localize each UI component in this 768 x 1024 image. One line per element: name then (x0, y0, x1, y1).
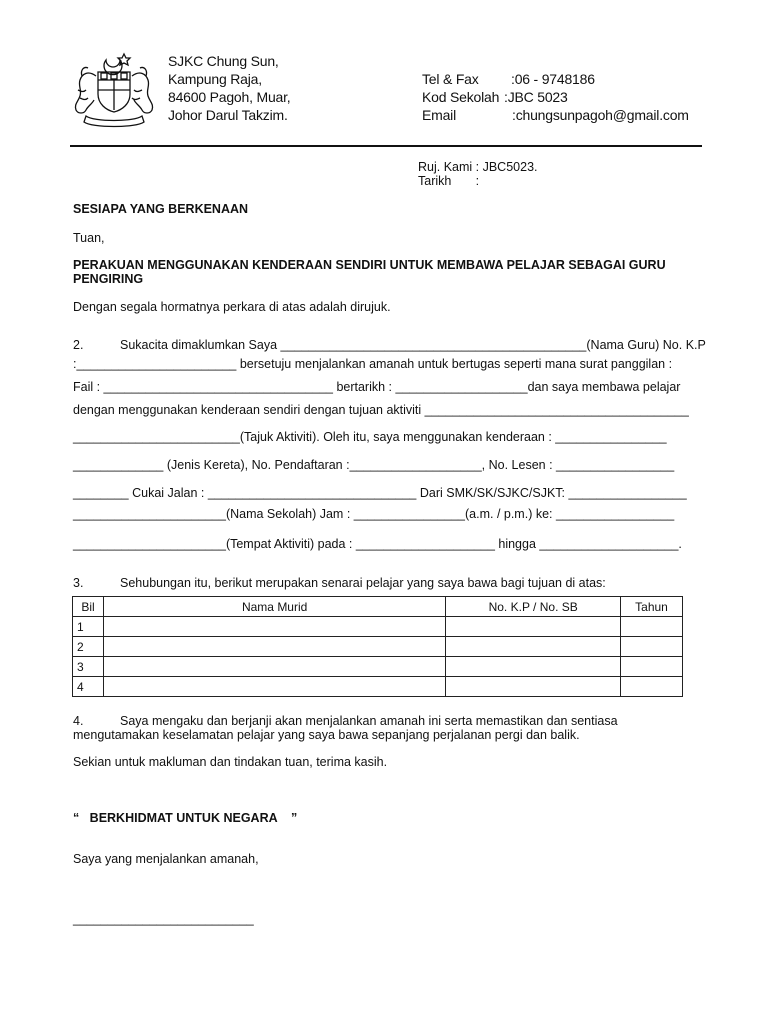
reference-ruj: Ruj. Kami : JBC5023. (418, 160, 538, 174)
contact-label-email: Email (422, 107, 457, 123)
reference-tarikh: Tarikh : (418, 174, 480, 188)
contact-value-kod: :JBC 5023 (504, 89, 568, 105)
cell-bil: 3 (73, 657, 104, 677)
table-row (73, 617, 683, 637)
opening-paragraph: Dengan segala hormatnya perkara di atas adalah dirujuk. (73, 300, 391, 314)
contact-value-email: :chungsunpagoh@gmail.com (512, 107, 689, 123)
col-header-tahun: Tahun (621, 597, 683, 617)
cell-bil: 4 (73, 677, 104, 697)
motto: “ BERKHIDMAT UNTUK NEGARA ” (73, 811, 298, 825)
school-name: SJKC Chung Sun, (168, 53, 279, 69)
subject-line-1: PERAKUAN MENGGUNAKAN KENDERAAN SENDIRI UNTUK MEMBAWA PELAJAR SEBAGAI GURU (73, 258, 666, 272)
para2-number: 2. (73, 338, 84, 352)
para2-line: _____________ (Jenis Kereta), No. Pendaftaran :___________________, No. Lesen : _________________ (73, 458, 675, 472)
para2-line: ______________________(Tempat Aktiviti) pada : ____________________ hingga ____________________. (73, 537, 682, 551)
cell-bil: 1 (73, 617, 104, 637)
para4-number: 4. (73, 714, 84, 728)
cell-tahun[interactable] (621, 617, 683, 637)
para2-line: :_______________________ bersetuju menjalankan amanah untuk bertugas seperti mana surat panggilan : (73, 357, 673, 371)
coat-of-arms-icon (70, 46, 158, 134)
school-address-line: 84600 Pagoh, Muar, (168, 89, 291, 105)
col-header-kp: No. K.P / No. SB (446, 597, 621, 617)
contact-label-tel: Tel & Fax (422, 71, 479, 87)
cell-nama[interactable] (103, 657, 445, 677)
cell-kp[interactable] (446, 657, 621, 677)
cell-nama[interactable] (103, 677, 445, 697)
col-header-bil: Bil (73, 597, 104, 617)
para2-line: Fail : _________________________________ bertarikh : ___________________dan saya membawa pelajar (73, 380, 681, 394)
para4-line-1: Saya mengaku dan berjanji akan menjalankan amanah ini serta memastikan dan sentiasa (120, 714, 618, 728)
table-row (73, 657, 683, 677)
student-table (72, 596, 683, 697)
salutation: Tuan, (73, 231, 105, 245)
para4-line-2: mengutamakan keselamatan pelajar yang saya bawa sepanjang perjalanan pergi dan balik. (73, 728, 580, 742)
signature-line[interactable]: __________________________ (73, 912, 254, 926)
table-row (73, 637, 683, 657)
recipient: SESIAPA YANG BERKENAAN (73, 202, 249, 216)
table-header-row (73, 597, 683, 617)
cell-bil: 2 (73, 637, 104, 657)
para2-line: ______________________(Nama Sekolah) Jam : ________________(a.m. / p.m.) ke: _________________ (73, 507, 675, 521)
cell-kp[interactable] (446, 617, 621, 637)
para2-line: dengan menggunakan kenderaan sendiri dengan tujuan aktiviti ______________________________________ (73, 403, 689, 417)
para2-line: ________ Cukai Jalan : ______________________________ Dari SMK/SK/SJKC/SJKT: _________________ (73, 486, 687, 500)
cell-tahun[interactable] (621, 637, 683, 657)
contact-label-kod: Kod Sekolah (422, 89, 500, 105)
para2-line: Sukacita dimaklumkan Saya ____________________________________________(Nama Guru) No. K.P (120, 338, 706, 352)
closing-sentence: Sekian untuk makluman dan tindakan tuan, terima kasih. (73, 755, 388, 769)
school-address-line: Kampung Raja, (168, 71, 262, 87)
para2-line: ________________________(Tajuk Aktiviti). Oleh itu, saya menggunakan kenderaan : ________________ (73, 430, 667, 444)
para3-number: 3. (73, 576, 84, 590)
contact-value-tel: :06 - 9748186 (511, 71, 595, 87)
cell-nama[interactable] (103, 617, 445, 637)
subject-line-2: PENGIRING (73, 272, 144, 286)
cell-tahun[interactable] (621, 657, 683, 677)
cell-kp[interactable] (446, 677, 621, 697)
signoff: Saya yang menjalankan amanah, (73, 852, 259, 866)
school-address-line: Johor Darul Takzim. (168, 107, 288, 123)
col-header-nama: Nama Murid (103, 597, 445, 617)
cell-kp[interactable] (446, 637, 621, 657)
para3-text: Sehubungan itu, berikut merupakan senarai pelajar yang saya bawa bagi tujuan di atas: (120, 576, 606, 590)
table-row (73, 677, 683, 697)
cell-tahun[interactable] (621, 677, 683, 697)
cell-nama[interactable] (103, 637, 445, 657)
letterhead-divider (70, 145, 702, 147)
